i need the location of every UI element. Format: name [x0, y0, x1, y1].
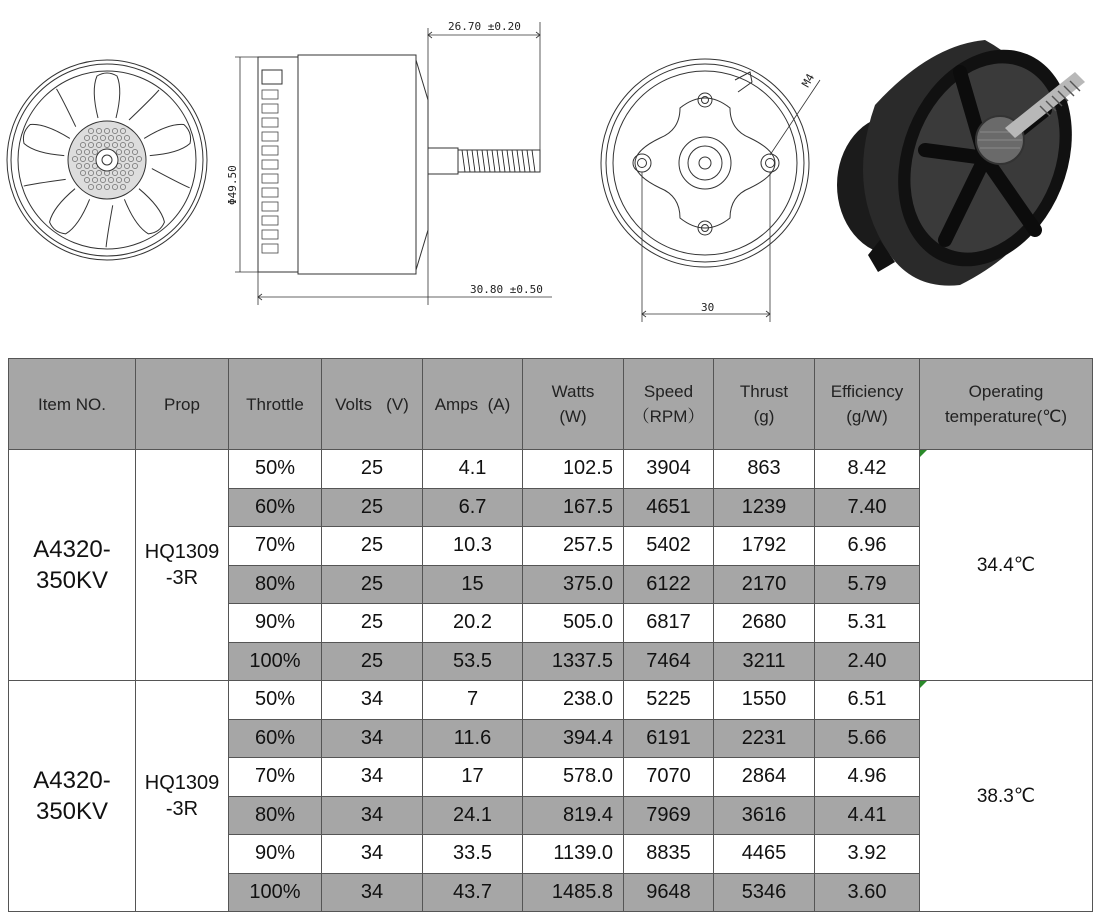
spoke-outline — [94, 73, 159, 120]
item-number-cell — [9, 681, 136, 912]
amps-cell: 15 — [423, 565, 523, 604]
efficiency-cell: 5.31 — [815, 604, 920, 643]
watts-cell: 375.0 — [523, 565, 624, 604]
watts-cell: 257.5 — [523, 527, 624, 566]
thrust-cell: 3616 — [714, 796, 815, 835]
amps-cell: 11.6 — [423, 719, 523, 758]
watts-cell: 505.0 — [523, 604, 624, 643]
throttle-cell: 50% — [229, 450, 322, 489]
dim-screw: M4 — [799, 71, 818, 90]
speed-cell: 7070 — [624, 758, 714, 797]
prop-cell — [136, 450, 229, 681]
header-speed: Speed （RPM） — [624, 359, 714, 450]
dim-mount-spacing: 30 — [701, 301, 715, 314]
header-row — [9, 359, 1093, 450]
speed-cell: 6191 — [624, 719, 714, 758]
throttle-cell: 60% — [229, 719, 322, 758]
item-number-line: A4320- — [33, 536, 111, 563]
throttle-cell: 90% — [229, 835, 322, 874]
speed-cell: 3904 — [624, 450, 714, 489]
item-number-line: 350KV — [35, 798, 109, 825]
prop-line: HQ1309 — [144, 772, 220, 794]
amps-cell: 10.3 — [423, 527, 523, 566]
header-volts: Volts (V) — [322, 359, 423, 450]
speed-cell: 4651 — [624, 488, 714, 527]
volts-cell: 34 — [322, 719, 423, 758]
amps-cell: 24.1 — [423, 796, 523, 835]
table-row — [9, 450, 1093, 489]
rear-view-drawing — [601, 59, 820, 322]
volts-cell: 25 — [322, 450, 423, 489]
item-number-line: A4320- — [33, 767, 111, 794]
thrust-cell: 1550 — [714, 681, 815, 720]
watts-cell: 1337.5 — [523, 642, 624, 681]
amps-cell: 4.1 — [423, 450, 523, 489]
watts-cell: 819.4 — [523, 796, 624, 835]
volts-cell: 25 — [322, 604, 423, 643]
efficiency-cell: 3.92 — [815, 835, 920, 874]
efficiency-cell: 4.41 — [815, 796, 920, 835]
speed-cell: 6122 — [624, 565, 714, 604]
watts-cell: 394.4 — [523, 719, 624, 758]
watts-cell: 578.0 — [523, 758, 624, 797]
speed-cell: 9648 — [624, 873, 714, 912]
efficiency-cell: 6.51 — [815, 681, 920, 720]
watts-cell: 102.5 — [523, 450, 624, 489]
thrust-cell: 863 — [714, 450, 815, 489]
header-amps: Amps (A) — [423, 359, 523, 450]
prop-line: -3R — [165, 567, 199, 589]
technical-drawings — [0, 0, 1100, 340]
efficiency-cell: 7.40 — [815, 488, 920, 527]
dim-length-top: 26.70 ±0.20 — [448, 20, 521, 33]
throttle-cell: 70% — [229, 758, 322, 797]
dim-diameter: Φ49.50 — [226, 165, 239, 205]
speed-cell: 5225 — [624, 681, 714, 720]
volts-cell: 25 — [322, 565, 423, 604]
watts-cell: 1485.8 — [523, 873, 624, 912]
volts-cell: 25 — [322, 527, 423, 566]
speed-cell: 6817 — [624, 604, 714, 643]
amps-cell: 7 — [423, 681, 523, 720]
amps-cell: 20.2 — [423, 604, 523, 643]
temperature-value: 34.4℃ — [976, 554, 1036, 576]
throttle-cell: 50% — [229, 681, 322, 720]
volts-cell: 34 — [322, 681, 423, 720]
watts-cell: 1139.0 — [523, 835, 624, 874]
volts-cell: 25 — [322, 488, 423, 527]
header-item-no: Item NO. — [9, 359, 136, 450]
comment-marker — [920, 450, 927, 457]
watts-cell: 167.5 — [523, 488, 624, 527]
front-view-drawing — [7, 60, 207, 261]
efficiency-cell: 4.96 — [815, 758, 920, 797]
table-row — [9, 681, 1093, 720]
thrust-cell: 4465 — [714, 835, 815, 874]
header-operating-temperature: Operating temperature(℃) — [920, 359, 1093, 450]
header-efficiency: Efficiency (g/W) — [815, 359, 920, 450]
thrust-cell: 2170 — [714, 565, 815, 604]
throttle-cell: 100% — [229, 873, 322, 912]
volts-cell: 34 — [322, 796, 423, 835]
motor-3d-render — [837, 23, 1100, 292]
comment-marker — [920, 681, 927, 688]
efficiency-cell: 3.60 — [815, 873, 920, 912]
thrust-cell: 5346 — [714, 873, 815, 912]
temperature-value: 38.3℃ — [976, 785, 1036, 807]
header-throttle: Throttle — [229, 359, 322, 450]
item-number-line: 350KV — [35, 567, 109, 594]
thrust-cell: 2864 — [714, 758, 815, 797]
prop-line: HQ1309 — [144, 541, 220, 563]
item-number-cell — [9, 450, 136, 681]
speed-cell: 7464 — [624, 642, 714, 681]
volts-cell: 25 — [322, 642, 423, 681]
thrust-cell: 2231 — [714, 719, 815, 758]
operating-temperature-cell — [920, 450, 1093, 681]
thrust-cell: 1792 — [714, 527, 815, 566]
throttle-cell: 60% — [229, 488, 322, 527]
dim-length-bottom: 30.80 ±0.50 — [470, 283, 543, 296]
prop-cell — [136, 681, 229, 912]
efficiency-cell: 5.66 — [815, 719, 920, 758]
volts-cell: 34 — [322, 758, 423, 797]
volts-cell: 34 — [322, 835, 423, 874]
efficiency-cell: 5.79 — [815, 565, 920, 604]
throttle-cell: 90% — [229, 604, 322, 643]
header-prop: Prop — [136, 359, 229, 450]
operating-temperature-cell — [920, 681, 1093, 912]
efficiency-cell: 8.42 — [815, 450, 920, 489]
amps-cell: 53.5 — [423, 642, 523, 681]
side-view-drawing — [235, 22, 552, 305]
prop-line: -3R — [165, 798, 199, 820]
amps-cell: 17 — [423, 758, 523, 797]
amps-cell: 33.5 — [423, 835, 523, 874]
table-body — [9, 450, 1093, 912]
amps-cell: 43.7 — [423, 873, 523, 912]
throttle-cell: 80% — [229, 565, 322, 604]
header-thrust: Thrust (g) — [714, 359, 815, 450]
speed-cell: 5402 — [624, 527, 714, 566]
throttle-cell: 100% — [229, 642, 322, 681]
header-watts: Watts (W) — [523, 359, 624, 450]
throttle-cell: 70% — [229, 527, 322, 566]
amps-cell: 6.7 — [423, 488, 523, 527]
efficiency-cell: 2.40 — [815, 642, 920, 681]
thrust-cell: 3211 — [714, 642, 815, 681]
thrust-cell: 1239 — [714, 488, 815, 527]
performance-table — [8, 358, 1093, 912]
watts-cell: 238.0 — [523, 681, 624, 720]
volts-cell: 34 — [322, 873, 423, 912]
speed-cell: 8835 — [624, 835, 714, 874]
throttle-cell: 80% — [229, 796, 322, 835]
speed-cell: 7969 — [624, 796, 714, 835]
efficiency-cell: 6.96 — [815, 527, 920, 566]
thrust-cell: 2680 — [714, 604, 815, 643]
